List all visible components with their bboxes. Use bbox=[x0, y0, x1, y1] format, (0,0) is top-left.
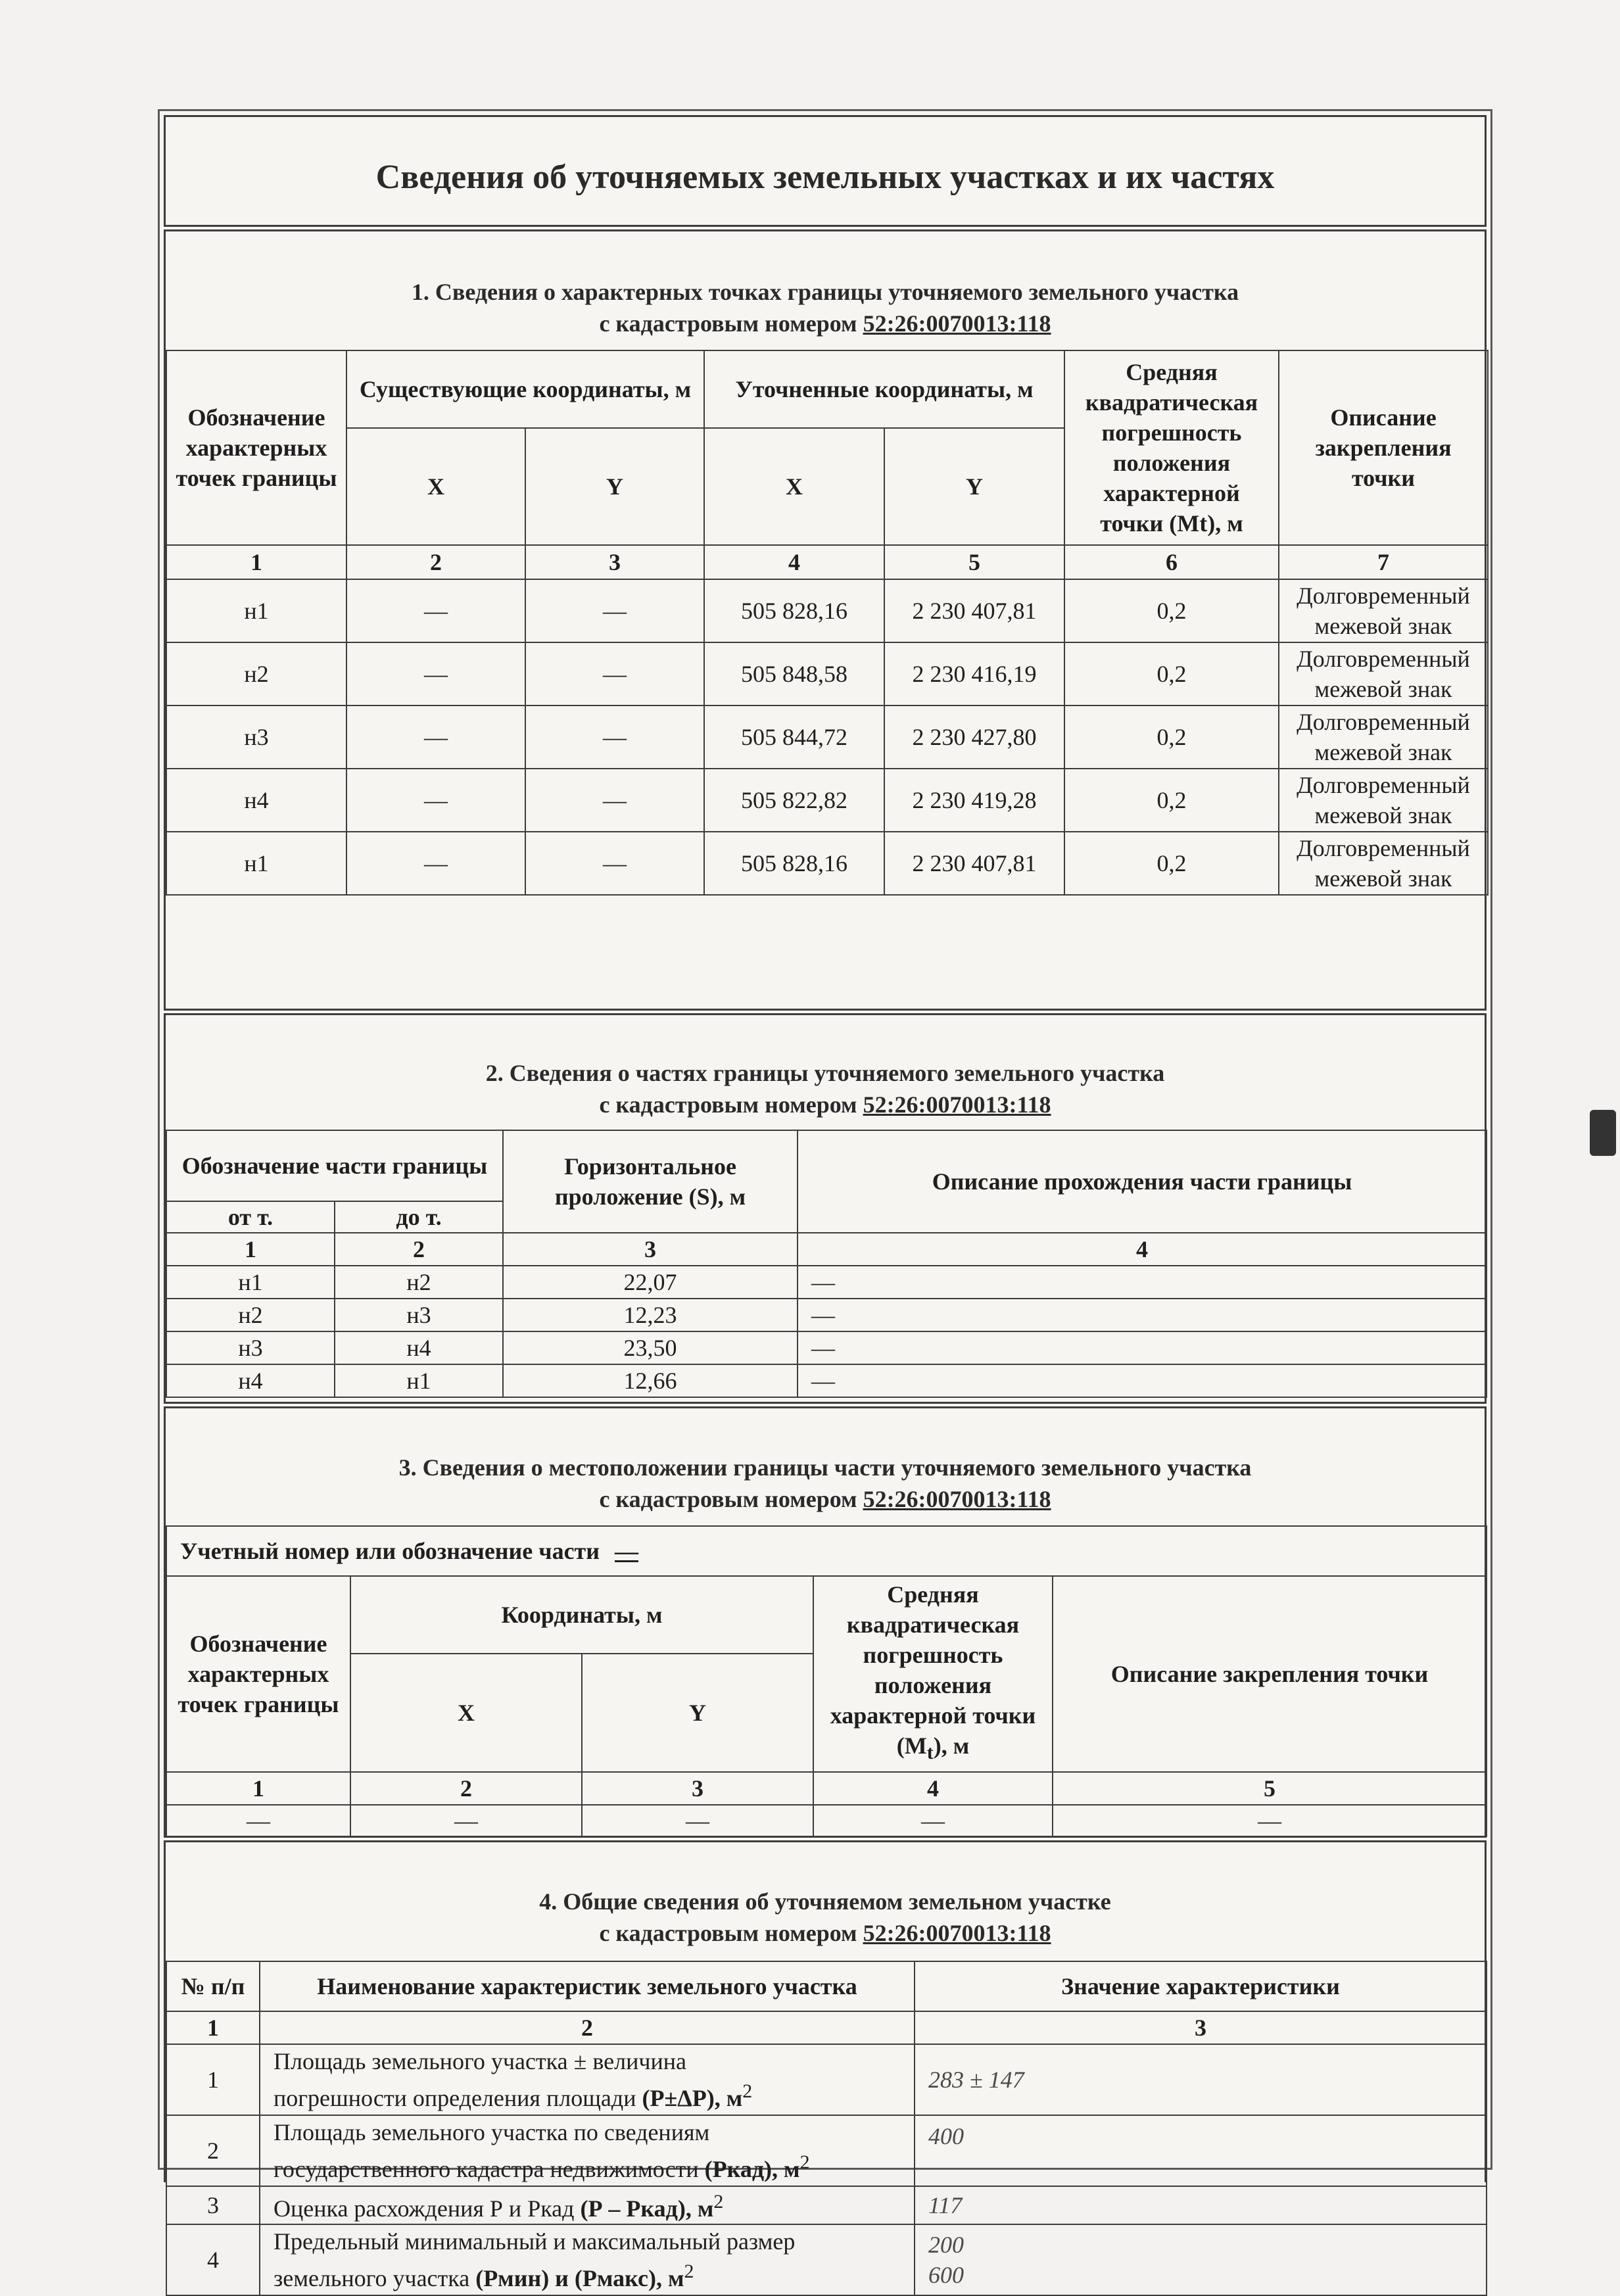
header-name: Наименование характеристик земельного участка bbox=[260, 1961, 915, 2011]
empty-cell: — bbox=[813, 1805, 1053, 1836]
length-s: 12,66 bbox=[503, 1364, 798, 1397]
fixing-desc: Долговременный межевой знак bbox=[1279, 832, 1488, 895]
page-title: Сведения об уточняемых земельных участках и их частях bbox=[375, 158, 1275, 196]
empty-cell: — bbox=[582, 1805, 813, 1836]
col-number: 3 bbox=[915, 2011, 1487, 2044]
empty-cell: — bbox=[350, 1805, 582, 1836]
row-number: 4 bbox=[166, 2224, 260, 2295]
col-number: 2 bbox=[335, 1233, 503, 1266]
general-info-table bbox=[166, 1961, 1487, 2296]
section-2-subtitle: с кадастровым номером 52:26:0070013:118 bbox=[599, 1091, 1051, 1118]
title-block bbox=[164, 115, 1487, 227]
part-description: — bbox=[798, 1266, 1487, 1299]
existing-x: — bbox=[346, 579, 525, 642]
point-id: н1 bbox=[166, 832, 346, 895]
col-number: 2 bbox=[346, 545, 525, 579]
refined-y: 2 230 427,80 bbox=[884, 706, 1064, 769]
existing-x: — bbox=[346, 706, 525, 769]
header-from: от т. bbox=[166, 1201, 335, 1233]
header-fixing: Описание закрепления точки bbox=[1053, 1576, 1487, 1772]
refined-x: 505 848,58 bbox=[704, 642, 884, 706]
table-row bbox=[166, 769, 1488, 832]
table-row bbox=[166, 1299, 1487, 1331]
header-value: Значение характеристики bbox=[915, 1961, 1487, 2011]
part-description: — bbox=[798, 1364, 1487, 1397]
cadastral-number: 52:26:0070013:118 bbox=[863, 1486, 1051, 1512]
col-number: 3 bbox=[503, 1233, 798, 1266]
characteristic-value: 283 ± 147 bbox=[915, 2044, 1487, 2115]
parts-table bbox=[166, 1130, 1487, 1398]
table-row bbox=[166, 642, 1488, 706]
header-fixing: Описание закрепления точки bbox=[1279, 350, 1488, 545]
refined-x: 505 828,16 bbox=[704, 832, 884, 895]
accuracy-mt: 0,2 bbox=[1064, 706, 1279, 769]
refined-x: 505 844,72 bbox=[704, 706, 884, 769]
existing-y: — bbox=[525, 642, 704, 706]
row-number: 3 bbox=[166, 2186, 260, 2224]
cadastral-number: 52:26:0070013:118 bbox=[863, 1091, 1051, 1118]
existing-x: — bbox=[346, 642, 525, 706]
refined-y: 2 230 407,81 bbox=[884, 579, 1064, 642]
characteristic-name: Оценка расхождения Р и Ркад (Р – Ркад), $м^2$ bbox=[260, 2186, 915, 2224]
point-id: н4 bbox=[166, 769, 346, 832]
col-number: 1 bbox=[166, 1233, 335, 1266]
characteristic-value: 200 600 bbox=[915, 2224, 1487, 2295]
header-refined-x: X bbox=[704, 428, 884, 545]
table-row bbox=[166, 1364, 1487, 1397]
header-x: X bbox=[350, 1654, 582, 1772]
header-y: Y bbox=[582, 1654, 813, 1772]
fixing-desc: Долговременный межевой знак bbox=[1279, 769, 1488, 832]
header-length: Горизонтальное проложение (S), м bbox=[503, 1130, 798, 1233]
cadastral-number: 52:26:0070013:118 bbox=[863, 1920, 1051, 1946]
existing-y: — bbox=[525, 769, 704, 832]
length-s: 23,50 bbox=[503, 1331, 798, 1364]
part-number-row bbox=[166, 1526, 1487, 1576]
col-number: 5 bbox=[884, 545, 1064, 579]
empty-cell: — bbox=[1053, 1805, 1487, 1836]
col-number: 1 bbox=[166, 2011, 260, 2044]
accuracy-mt: 0,2 bbox=[1064, 642, 1279, 706]
col-number: 4 bbox=[813, 1772, 1053, 1805]
refined-y: 2 230 407,81 bbox=[884, 832, 1064, 895]
length-s: 22,07 bbox=[503, 1266, 798, 1299]
header-existing-y: Y bbox=[525, 428, 704, 545]
refined-y: 2 230 419,28 bbox=[884, 769, 1064, 832]
header-existing-x: X bbox=[346, 428, 525, 545]
header-accuracy: Средняя квадратическая погрешность положения характерной точки $(M_t)$, м bbox=[813, 1576, 1053, 1772]
to-point: н4 bbox=[335, 1331, 503, 1364]
header-point-label: Обозначение характерных точек границы bbox=[166, 1576, 350, 1772]
section-4-title: 4. Общие сведения об уточняемом земельном участке bbox=[539, 1888, 1111, 1915]
scan-speck bbox=[1590, 1110, 1616, 1156]
col-number: 5 bbox=[1053, 1772, 1487, 1805]
accuracy-mt: 0,2 bbox=[1064, 832, 1279, 895]
characteristic-name: Предельный минимальный и максимальный размер земельного участка (Рмин) и (Рмакс), $м^2$ bbox=[260, 2224, 915, 2295]
section-4-subtitle: с кадастровым номером 52:26:0070013:118 bbox=[599, 1920, 1051, 1946]
table-row bbox=[166, 2224, 1487, 2295]
part-description: — bbox=[798, 1331, 1487, 1364]
col-number: 2 bbox=[350, 1772, 582, 1805]
accuracy-mt: 0,2 bbox=[1064, 769, 1279, 832]
fixing-desc: Долговременный межевой знак bbox=[1279, 579, 1488, 642]
col-number: 4 bbox=[798, 1233, 1487, 1266]
characteristic-value: 400 bbox=[915, 2115, 1487, 2186]
col-number: 1 bbox=[166, 1772, 350, 1805]
part-description: — bbox=[798, 1299, 1487, 1331]
existing-x: — bbox=[346, 832, 525, 895]
from-point: н3 bbox=[166, 1331, 335, 1364]
document-page bbox=[158, 109, 1492, 2291]
table-row bbox=[166, 1331, 1487, 1364]
existing-x: — bbox=[346, 769, 525, 832]
existing-y: — bbox=[525, 579, 704, 642]
fixing-desc: Долговременный межевой знак bbox=[1279, 706, 1488, 769]
refined-x: 505 828,16 bbox=[704, 579, 884, 642]
col-number: 4 bbox=[704, 545, 884, 579]
to-point: н1 bbox=[335, 1364, 503, 1397]
cadastral-number: 52:26:0070013:118 bbox=[863, 310, 1051, 337]
existing-y: — bbox=[525, 832, 704, 895]
row-number: 2 bbox=[166, 2115, 260, 2186]
table-row bbox=[166, 2186, 1487, 2224]
part-number-label: Учетный номер или обозначение части bbox=[180, 1538, 600, 1564]
section-3-subtitle: с кадастровым номером 52:26:0070013:118 bbox=[599, 1486, 1051, 1512]
empty-cell: — bbox=[166, 1805, 350, 1836]
section-3 bbox=[164, 1406, 1487, 1838]
section-3-title: 3. Сведения о местоположении границы части уточняемого земельного участка bbox=[398, 1454, 1252, 1481]
refined-y: 2 230 416,19 bbox=[884, 642, 1064, 706]
part-location-table bbox=[166, 1525, 1487, 1837]
point-id: н3 bbox=[166, 706, 346, 769]
existing-y: — bbox=[525, 706, 704, 769]
refined-x: 505 822,82 bbox=[704, 769, 884, 832]
col-number: 2 bbox=[260, 2011, 915, 2044]
col-number: 7 bbox=[1279, 545, 1488, 579]
table-row bbox=[166, 706, 1488, 769]
section-2-title: 2. Сведения о частях границы уточняемого земельного участка bbox=[485, 1060, 1165, 1086]
length-s: 12,23 bbox=[503, 1299, 798, 1331]
point-id: н1 bbox=[166, 579, 346, 642]
col-number: 1 bbox=[166, 545, 346, 579]
header-accuracy: Средняя квадратическая погрешность положения характерной точки (Mt), м bbox=[1064, 350, 1279, 545]
fixing-desc: Долговременный межевой знак bbox=[1279, 642, 1488, 706]
header-to: до т. bbox=[335, 1201, 503, 1233]
header-point-label: Обозначение характерных точек границы bbox=[166, 350, 346, 545]
section-4 bbox=[164, 1840, 1487, 2291]
header-description: Описание прохождения части границы bbox=[798, 1130, 1487, 1233]
table-row bbox=[166, 2115, 1487, 2186]
characteristic-name: Площадь земельного участка по сведениям государственного кадастра недвижимости (Ркад), $м^2$ bbox=[260, 2115, 915, 2186]
header-coords: Координаты, м bbox=[350, 1576, 813, 1654]
characteristic-value: 117 bbox=[915, 2186, 1487, 2224]
row-number: 1 bbox=[166, 2044, 260, 2115]
point-id: н2 bbox=[166, 642, 346, 706]
part-number-value: — bbox=[614, 1538, 638, 1564]
table-row bbox=[166, 579, 1488, 642]
table-row bbox=[166, 832, 1488, 895]
section-2 bbox=[164, 1013, 1487, 1404]
section-1-subtitle: с кадастровым номером 52:26:0070013:118 bbox=[599, 310, 1051, 337]
from-point: н4 bbox=[166, 1364, 335, 1397]
header-refined-y: Y bbox=[884, 428, 1064, 545]
accuracy-mt: 0,2 bbox=[1064, 579, 1279, 642]
from-point: н2 bbox=[166, 1299, 335, 1331]
characteristic-name: Площадь земельного участка ± величина погрешности определения площади (Р±ΔР), $м^2$ bbox=[260, 2044, 915, 2115]
col-number: 3 bbox=[582, 1772, 813, 1805]
section-1 bbox=[164, 229, 1487, 1011]
table-row bbox=[166, 2044, 1487, 2115]
header-num: № п/п bbox=[166, 1961, 260, 2011]
table-row bbox=[166, 1805, 1487, 1836]
header-existing-coords: Существующие координаты, м bbox=[346, 350, 704, 428]
table-row bbox=[166, 1266, 1487, 1299]
header-refined-coords: Уточненные координаты, м bbox=[704, 350, 1064, 428]
col-number: 6 bbox=[1064, 545, 1279, 579]
from-point: н1 bbox=[166, 1266, 335, 1299]
section-1-title: 1. Сведения о характерных точках границы уточняемого земельного участка bbox=[411, 279, 1239, 305]
points-table bbox=[166, 350, 1489, 896]
to-point: н3 bbox=[335, 1299, 503, 1331]
to-point: н2 bbox=[335, 1266, 503, 1299]
col-number: 3 bbox=[525, 545, 704, 579]
header-part: Обозначение части границы bbox=[166, 1130, 503, 1201]
